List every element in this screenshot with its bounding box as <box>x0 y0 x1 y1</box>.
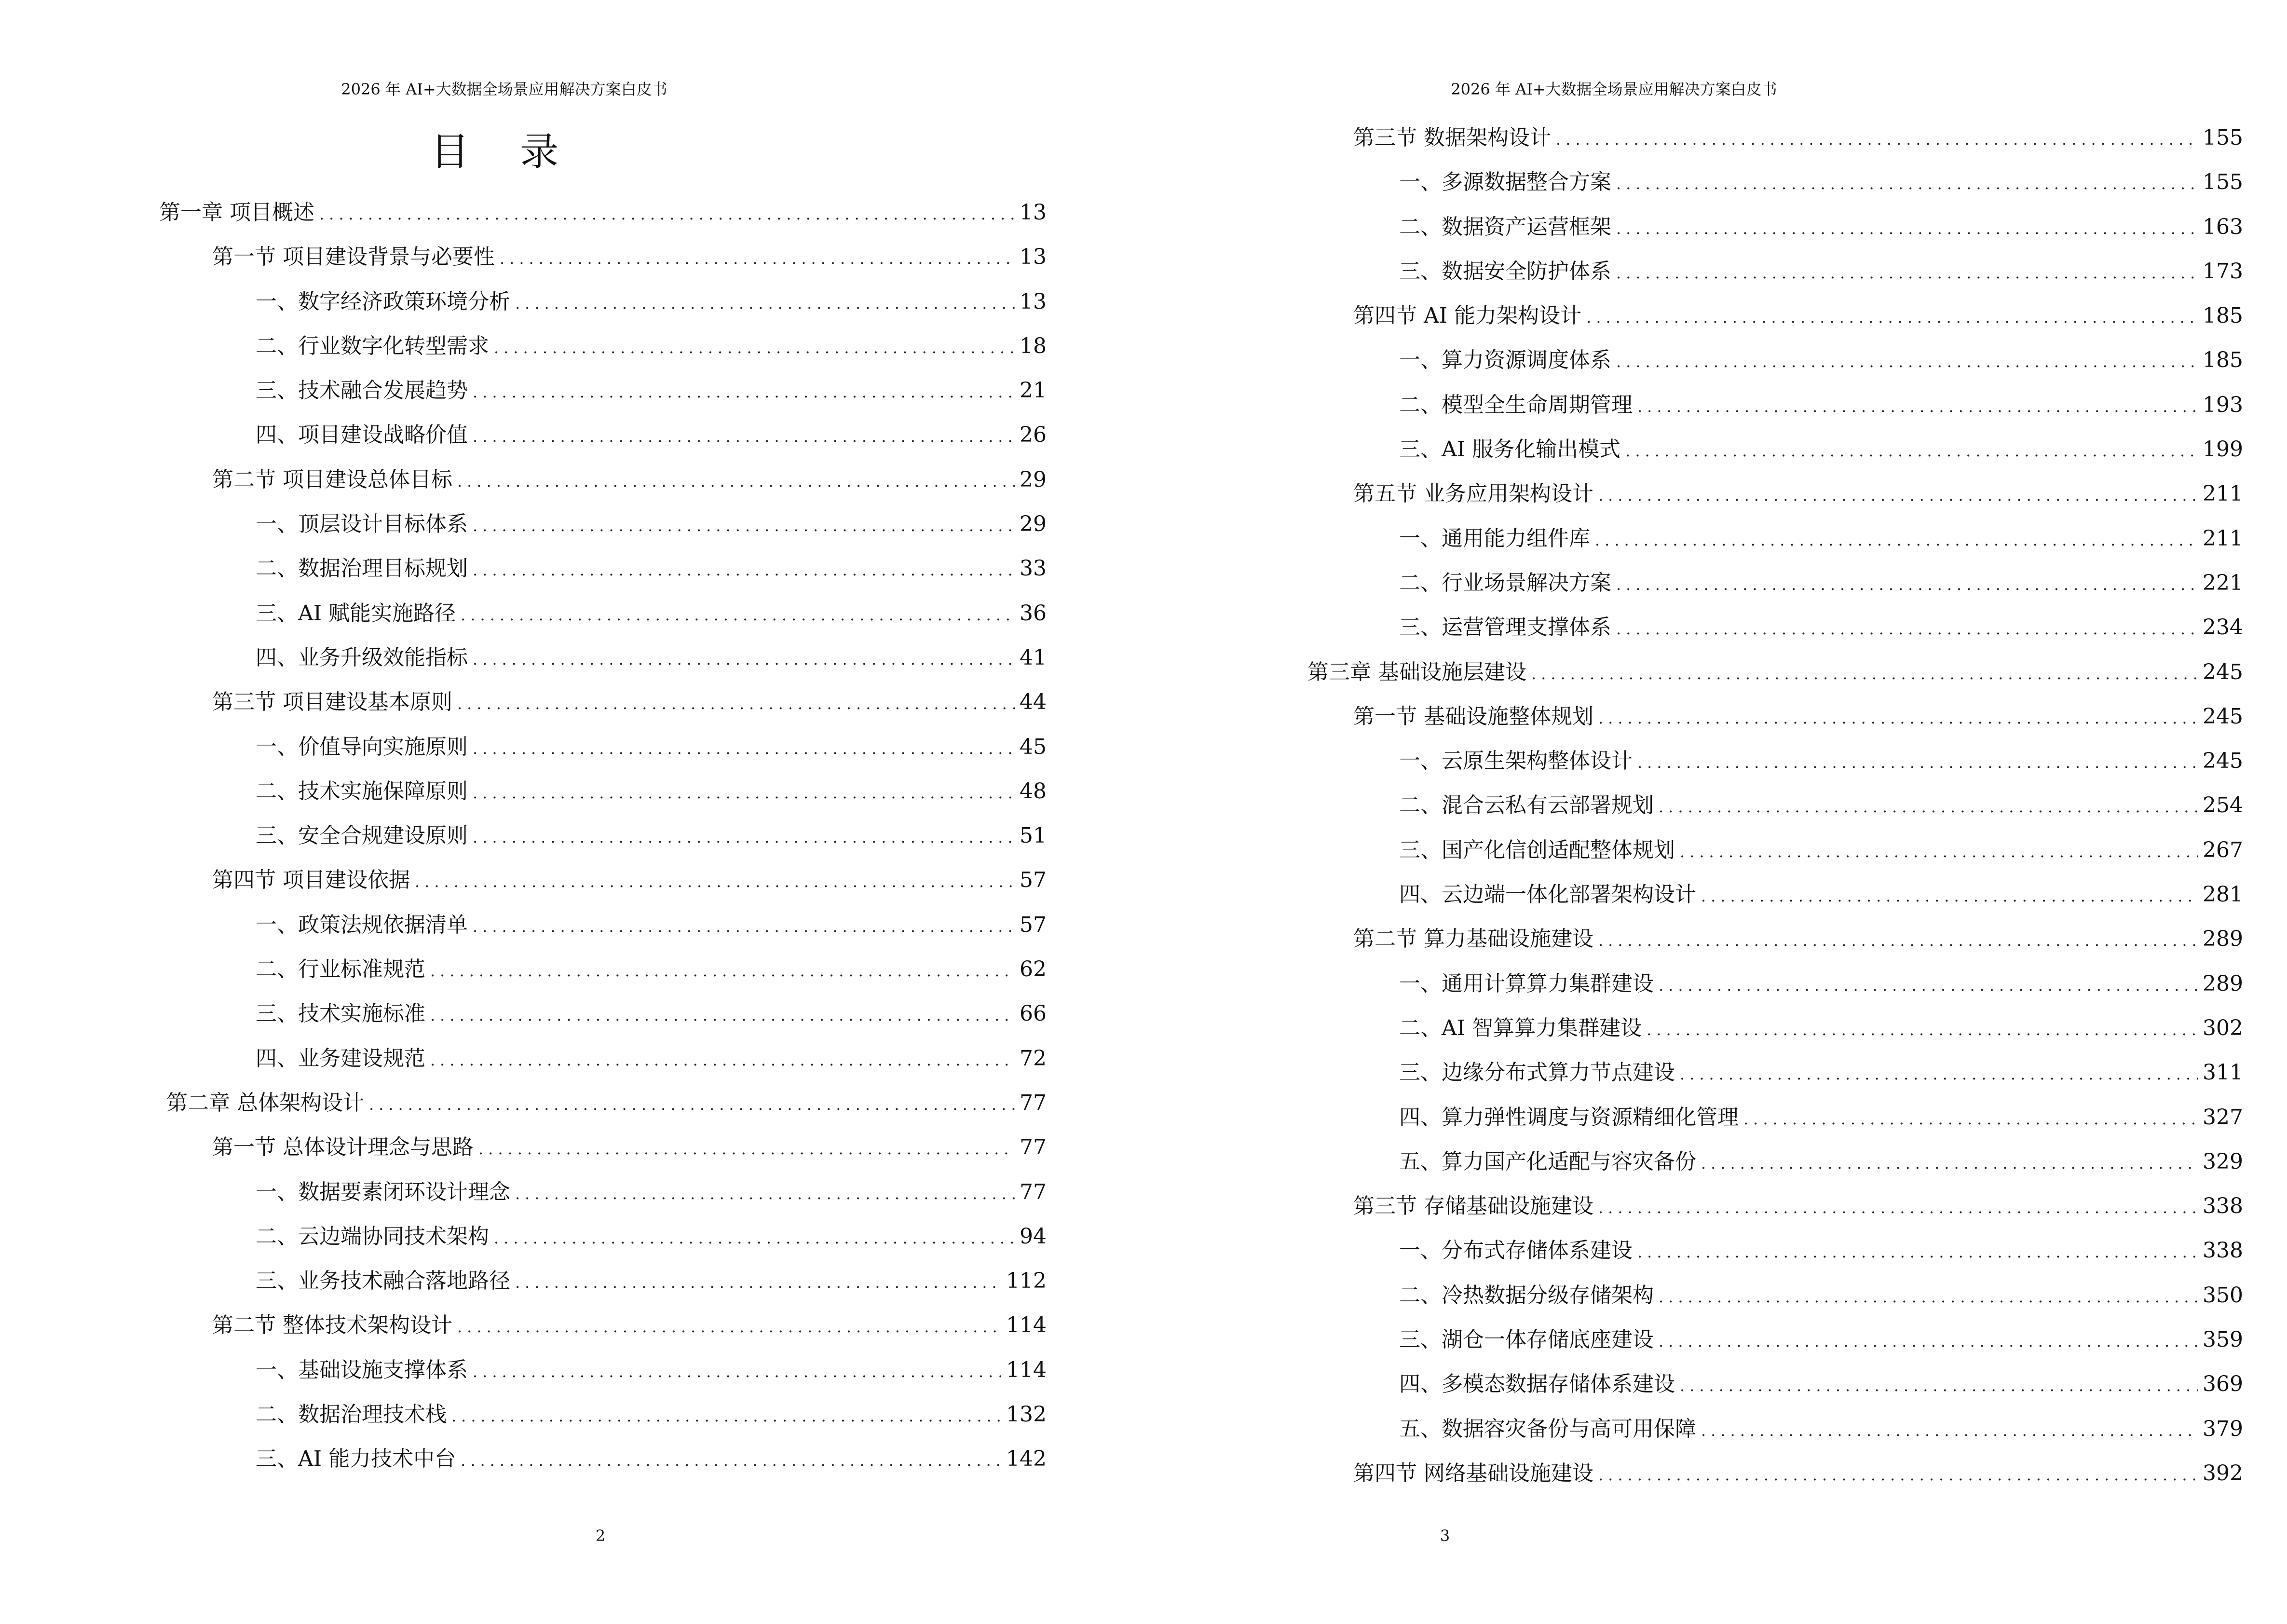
toc-section-entry[interactable] <box>159 680 1047 724</box>
toc-entry-label: 三、业务技术融合落地路径 <box>256 1269 510 1294</box>
toc-chapter-entry[interactable] <box>159 191 1047 235</box>
toc-entry-page: 155 <box>2203 170 2243 195</box>
toc-entry-label: 四、云边端一体化部署架构设计 <box>1399 882 1696 907</box>
toc-subsection-entry[interactable] <box>1307 1407 2243 1451</box>
toc-entry-page: 267 <box>2203 837 2243 862</box>
dot-leader <box>515 1260 1001 1305</box>
toc-entry-page: 338 <box>2203 1238 2243 1263</box>
toc-entry-page: 221 <box>2203 570 2243 595</box>
toc-subsection-entry[interactable] <box>1307 1051 2243 1095</box>
toc-entry-page: 57 <box>1020 912 1047 937</box>
dot-leader <box>478 1127 1015 1171</box>
toc-entry-page: 211 <box>2203 526 2243 551</box>
toc-title: 目 录 <box>430 129 578 174</box>
toc-entry-page: 327 <box>2203 1105 2243 1130</box>
toc-entry-label: 四、项目建设战略价值 <box>256 423 468 448</box>
toc-entry-page: 311 <box>2203 1060 2243 1085</box>
toc-entry-label: 三、国产化信创适配整体规划 <box>1399 837 1675 862</box>
toc-section-entry[interactable] <box>159 458 1047 502</box>
dot-leader <box>430 993 1015 1037</box>
dot-leader <box>1598 1186 2198 1230</box>
dot-leader <box>1595 518 2198 562</box>
toc-subsection-entry[interactable] <box>159 413 1047 457</box>
toc-section-entry[interactable] <box>1307 472 2243 516</box>
toc-section-entry[interactable] <box>159 858 1047 902</box>
toc-subsection-entry[interactable] <box>159 502 1047 546</box>
toc-entry-page: 48 <box>1020 778 1047 804</box>
dot-leader <box>1701 1141 2198 1186</box>
dot-leader <box>473 637 1015 682</box>
toc-entry-label: 四、业务升级效能指标 <box>256 645 468 670</box>
toc-entry-label: 第三节 项目建设基本原则 <box>212 690 452 715</box>
toc-subsection-entry[interactable] <box>1307 160 2243 205</box>
toc-entry-label: 第二节 项目建设总体目标 <box>212 467 452 492</box>
toc-subsection-entry[interactable] <box>159 947 1047 992</box>
toc-entry-label: 二、行业标准规范 <box>256 957 425 982</box>
dot-leader <box>461 1438 1001 1483</box>
toc-entry-label: 一、通用计算算力集群建设 <box>1399 971 1654 996</box>
toc-entry-label: 一、云原生架构整体设计 <box>1399 749 1633 774</box>
toc-entry-label: 第二章 总体架构设计 <box>166 1090 364 1115</box>
toc-section-entry[interactable] <box>1307 917 2243 961</box>
dot-leader <box>1659 785 2198 829</box>
toc-entry-label: 第一章 项目概述 <box>159 200 314 225</box>
toc-entry-label: 一、数据要素闭环设计理念 <box>256 1179 510 1204</box>
toc-subsection-entry[interactable] <box>1307 249 2243 294</box>
dot-leader <box>1659 1319 2198 1364</box>
dot-leader <box>369 1082 1015 1127</box>
dot-leader <box>473 548 1015 592</box>
toc-entry-page: 77 <box>1020 1090 1047 1115</box>
toc-subsection-entry[interactable] <box>1307 828 2243 873</box>
dot-leader <box>451 1394 1001 1438</box>
toc-entry-label: 一、通用能力组件库 <box>1399 526 1590 551</box>
toc-section-entry[interactable] <box>1307 1184 2243 1228</box>
toc-subsection-entry[interactable] <box>159 1259 1047 1303</box>
toc-entry-label: 三、边缘分布式算力节点建设 <box>1399 1060 1675 1085</box>
toc-entry-label: 三、AI 赋能实施路径 <box>256 600 456 626</box>
toc-entry-page: 26 <box>1020 423 1047 448</box>
toc-entry-label: 第一节 总体设计理念与思路 <box>212 1135 474 1160</box>
dot-leader <box>1616 562 2198 607</box>
toc-entry-page: 379 <box>2203 1416 2243 1441</box>
dot-leader <box>1701 874 2198 918</box>
dot-leader <box>1531 652 2198 696</box>
dot-leader <box>1659 963 2198 1008</box>
toc-entry-page: 21 <box>1020 378 1047 403</box>
toc-entry-page: 13 <box>1020 200 1047 225</box>
toc-subsection-entry[interactable] <box>1307 427 2243 472</box>
dot-leader <box>1556 117 2198 162</box>
toc-subsection-entry[interactable] <box>159 324 1047 368</box>
toc-entry-page: 245 <box>2203 659 2243 684</box>
toc-entry-label: 第四节 项目建设依据 <box>212 868 410 893</box>
toc-subsection-entry[interactable] <box>1307 962 2243 1006</box>
dot-leader <box>473 504 1015 548</box>
toc-entry-label: 二、行业场景解决方案 <box>1399 570 1611 595</box>
toc-entry-label: 三、运营管理支撑体系 <box>1399 615 1611 640</box>
dot-leader <box>1616 251 2198 295</box>
toc-entry-page: 163 <box>2203 214 2243 239</box>
toc-entry-page: 359 <box>2203 1327 2243 1352</box>
toc-entry-label: 一、价值导向实施原则 <box>256 734 468 759</box>
toc-subsection-entry[interactable] <box>159 1437 1047 1481</box>
toc-entry-label: 一、基础设施支撑体系 <box>256 1357 468 1382</box>
dot-leader <box>461 593 1015 637</box>
dot-leader <box>494 1216 1015 1260</box>
toc-entry-label: 二、冷热数据分级存储架构 <box>1399 1283 1654 1308</box>
dot-leader <box>473 1350 1001 1394</box>
toc-entry-label: 二、云边端协同技术架构 <box>256 1224 489 1249</box>
toc-entry-label: 二、数据治理目标规划 <box>256 556 468 581</box>
dot-leader <box>1598 918 2198 963</box>
toc-subsection-entry[interactable] <box>1307 205 2243 249</box>
toc-subsection-entry[interactable] <box>159 1170 1047 1215</box>
toc-entry-page: 66 <box>1020 1001 1047 1026</box>
toc-entry-label: 三、湖仓一体存储底座建设 <box>1399 1327 1654 1352</box>
toc-subsection-entry[interactable] <box>159 1392 1047 1437</box>
toc-entry-label: 二、行业数字化转型需求 <box>256 333 489 358</box>
toc-entry-page: 13 <box>1020 245 1047 270</box>
toc-subsection-entry[interactable] <box>1307 1228 2243 1273</box>
toc-subsection-entry[interactable] <box>1307 873 2243 917</box>
toc-subsection-entry[interactable] <box>1307 561 2243 605</box>
running-header: 2026 年 AI+大数据全场景应用解决方案白皮书 <box>1451 80 1777 98</box>
dot-leader <box>1637 1230 2198 1274</box>
toc-subsection-entry[interactable] <box>159 992 1047 1036</box>
toc-entry-page: 44 <box>1020 690 1047 715</box>
dot-leader <box>473 726 1015 771</box>
toc-subsection-entry[interactable] <box>1307 783 2243 828</box>
toc-entry-label: 第四节 AI 能力架构设计 <box>1353 303 1582 328</box>
toc-entry-page: 234 <box>2203 615 2243 640</box>
dot-leader <box>1598 473 2198 518</box>
right-page <box>1144 0 2287 1624</box>
toc-entry-page: 142 <box>1006 1447 1047 1472</box>
toc-entry-label: 三、AI 服务化输出模式 <box>1399 437 1621 462</box>
toc-entry-label: 第二节 整体技术架构设计 <box>212 1313 452 1338</box>
toc-subsection-entry[interactable] <box>1307 1006 2243 1051</box>
toc-list <box>1307 116 2243 1496</box>
toc-entry-page: 13 <box>1020 289 1047 314</box>
dot-leader <box>473 370 1015 414</box>
toc-entry-page: 77 <box>1020 1179 1047 1204</box>
dot-leader <box>1598 696 2198 740</box>
toc-entry-label: 四、算力弹性调度与资源精细化管理 <box>1399 1105 1739 1130</box>
running-header: 2026 年 AI+大数据全场景应用解决方案白皮书 <box>341 80 667 98</box>
toc-entry-page: 77 <box>1020 1135 1047 1160</box>
toc-entry-page: 72 <box>1020 1046 1047 1071</box>
toc-subsection-entry[interactable] <box>159 814 1047 858</box>
dot-leader <box>473 815 1015 860</box>
toc-entry-page: 155 <box>2203 125 2243 150</box>
dot-leader <box>473 904 1015 949</box>
toc-entry-page: 51 <box>1020 823 1047 848</box>
toc-entry-label: 第五节 业务应用架构设计 <box>1353 481 1593 506</box>
dot-leader <box>1625 429 2198 473</box>
toc-subsection-entry[interactable] <box>159 368 1047 413</box>
toc-entry-label: 第一节 基础设施整体规划 <box>1353 704 1593 729</box>
dot-leader <box>1637 740 2198 785</box>
toc-entry-label: 二、数据资产运营框架 <box>1399 214 1611 239</box>
toc-section-entry[interactable] <box>1307 1451 2243 1496</box>
dot-leader <box>1616 607 2198 651</box>
toc-entry-label: 一、数字经济政策环境分析 <box>256 289 510 314</box>
dot-leader <box>494 326 1015 370</box>
toc-subsection-entry[interactable] <box>1307 1095 2243 1140</box>
toc-entry-label: 二、模型全生命周期管理 <box>1399 392 1633 417</box>
toc-chapter-entry[interactable] <box>159 1081 1047 1125</box>
dot-leader <box>1680 830 2198 874</box>
toc-entry-label: 三、AI 能力技术中台 <box>256 1447 456 1472</box>
toc-subsection-entry[interactable] <box>1307 1273 2243 1318</box>
toc-entry-page: 62 <box>1020 957 1047 982</box>
toc-entry-label: 三、数据安全防护体系 <box>1399 259 1611 284</box>
toc-entry-page: 392 <box>2203 1460 2243 1486</box>
toc-section-entry[interactable] <box>159 1125 1047 1170</box>
toc-section-entry[interactable] <box>159 1303 1047 1348</box>
toc-subsection-entry[interactable] <box>1307 1362 2243 1406</box>
dot-leader <box>1616 206 2198 251</box>
dot-leader <box>1680 1052 2198 1096</box>
toc-entry-page: 33 <box>1020 556 1047 581</box>
toc-entry-page: 114 <box>1006 1313 1047 1338</box>
dot-leader <box>1743 1097 2198 1141</box>
dot-leader <box>515 1172 1015 1216</box>
toc-entry-page: 57 <box>1020 868 1047 893</box>
dot-leader <box>457 459 1015 504</box>
toc-entry-page: 350 <box>2203 1283 2243 1308</box>
toc-entry-label: 第三节 存储基础设施建设 <box>1353 1194 1593 1219</box>
dot-leader <box>457 682 1015 726</box>
toc-entry-label: 二、技术实施保障原则 <box>256 778 468 804</box>
toc-entry-page: 29 <box>1020 512 1047 537</box>
toc-section-entry[interactable] <box>1307 695 2243 739</box>
toc-entry-label: 第四节 网络基础设施建设 <box>1353 1460 1593 1486</box>
toc-entry-label: 第二节 算力基础设施建设 <box>1353 927 1593 952</box>
dot-leader <box>319 192 1015 236</box>
toc-entry-label: 一、分布式存储体系建设 <box>1399 1238 1633 1263</box>
toc-entry-page: 369 <box>2203 1372 2243 1397</box>
toc-entry-page: 281 <box>2203 882 2243 907</box>
toc-entry-label: 一、多源数据整合方案 <box>1399 170 1611 195</box>
toc-entry-label: 四、业务建设规范 <box>256 1046 425 1071</box>
dot-leader <box>457 1305 1001 1349</box>
toc-section-entry[interactable] <box>1307 116 2243 160</box>
toc-subsection-entry[interactable] <box>1307 739 2243 783</box>
dot-leader <box>1647 1008 2198 1052</box>
toc-entry-label: 二、AI 智算算力集群建设 <box>1399 1015 1642 1040</box>
toc-entry-page: 36 <box>1020 600 1047 626</box>
toc-entry-page: 18 <box>1020 333 1047 358</box>
dot-leader <box>1701 1408 2198 1453</box>
toc-entry-page: 29 <box>1020 467 1047 492</box>
dot-leader <box>1659 1275 2198 1319</box>
toc-subsection-entry[interactable] <box>159 591 1047 636</box>
toc-entry-label: 第三章 基础设施层建设 <box>1307 659 1526 684</box>
toc-entry-label: 二、数据治理技术栈 <box>256 1402 447 1427</box>
toc-subsection-entry[interactable] <box>159 546 1047 591</box>
toc-subsection-entry[interactable] <box>1307 517 2243 561</box>
toc-entry-page: 245 <box>2203 749 2243 774</box>
toc-entry-label: 一、顶层设计目标体系 <box>256 512 468 537</box>
dot-leader <box>1586 295 2198 340</box>
dot-leader <box>1616 162 2198 206</box>
toc-entry-page: 289 <box>2203 971 2243 996</box>
toc-entry-label: 一、政策法规依据清单 <box>256 912 468 937</box>
toc-entry-page: 289 <box>2203 927 2243 952</box>
toc-subsection-entry[interactable] <box>1307 338 2243 382</box>
toc-entry-page: 254 <box>2203 793 2243 818</box>
toc-subsection-entry[interactable] <box>1307 605 2243 650</box>
dot-leader <box>500 236 1015 281</box>
dot-leader <box>1637 384 2198 429</box>
toc-entry-page: 132 <box>1006 1402 1047 1427</box>
toc-entry-label: 四、多模态数据存储体系建设 <box>1399 1372 1675 1397</box>
dot-leader <box>430 949 1015 993</box>
toc-entry-page: 211 <box>2203 481 2243 506</box>
toc-subsection-entry[interactable] <box>159 280 1047 324</box>
dot-leader <box>430 1038 1015 1082</box>
page-number: 2 <box>595 1527 606 1545</box>
toc-entry-label: 一、算力资源调度体系 <box>1399 348 1611 373</box>
toc-entry-page: 41 <box>1020 645 1047 670</box>
toc-entry-page: 185 <box>2203 348 2243 373</box>
dot-leader <box>515 281 1015 326</box>
toc-entry-page: 185 <box>2203 303 2243 328</box>
toc-entry-label: 五、数据容灾备份与高可用保障 <box>1399 1416 1696 1441</box>
toc-entry-page: 199 <box>2203 437 2243 462</box>
toc-entry-label: 第一节 项目建设背景与必要性 <box>212 245 495 270</box>
toc-entry-page: 338 <box>2203 1194 2243 1219</box>
toc-entry-label: 第三节 数据架构设计 <box>1353 125 1551 150</box>
toc-entry-label: 三、技术融合发展趋势 <box>256 378 468 403</box>
toc-subsection-entry[interactable] <box>159 1215 1047 1259</box>
toc-entry-label: 二、混合云私有云部署规划 <box>1399 793 1654 818</box>
toc-list <box>159 191 1047 1482</box>
toc-entry-page: 114 <box>1006 1357 1047 1382</box>
toc-subsection-entry[interactable] <box>159 903 1047 947</box>
dot-leader <box>1598 1453 2198 1497</box>
toc-subsection-entry[interactable] <box>159 636 1047 680</box>
dot-leader <box>1616 340 2198 384</box>
toc-entry-label: 三、安全合规建设原则 <box>256 823 468 848</box>
toc-entry-page: 173 <box>2203 259 2243 284</box>
toc-entry-page: 302 <box>2203 1015 2243 1040</box>
toc-subsection-entry[interactable] <box>159 1037 1047 1081</box>
toc-entry-page: 112 <box>1006 1269 1047 1294</box>
toc-subsection-entry[interactable] <box>159 725 1047 769</box>
toc-entry-page: 329 <box>2203 1149 2243 1174</box>
toc-entry-page: 45 <box>1020 734 1047 759</box>
toc-entry-page: 94 <box>1020 1224 1047 1249</box>
page-number: 3 <box>1440 1527 1450 1545</box>
toc-subsection-entry[interactable] <box>159 1348 1047 1392</box>
toc-entry-label: 三、技术实施标准 <box>256 1001 425 1026</box>
toc-chapter-entry[interactable] <box>1307 650 2243 695</box>
toc-entry-page: 193 <box>2203 392 2243 417</box>
toc-section-entry[interactable] <box>1307 294 2243 338</box>
dot-leader <box>415 860 1015 904</box>
dot-leader <box>473 414 1015 459</box>
toc-subsection-entry[interactable] <box>159 769 1047 814</box>
dot-leader <box>1680 1364 2198 1408</box>
toc-entry-label: 五、算力国产化适配与容灾备份 <box>1399 1149 1696 1174</box>
toc-subsection-entry[interactable] <box>1307 383 2243 427</box>
toc-section-entry[interactable] <box>159 235 1047 279</box>
toc-subsection-entry[interactable] <box>1307 1140 2243 1184</box>
toc-entry-page: 245 <box>2203 704 2243 729</box>
dot-leader <box>473 771 1015 815</box>
toc-subsection-entry[interactable] <box>1307 1318 2243 1362</box>
